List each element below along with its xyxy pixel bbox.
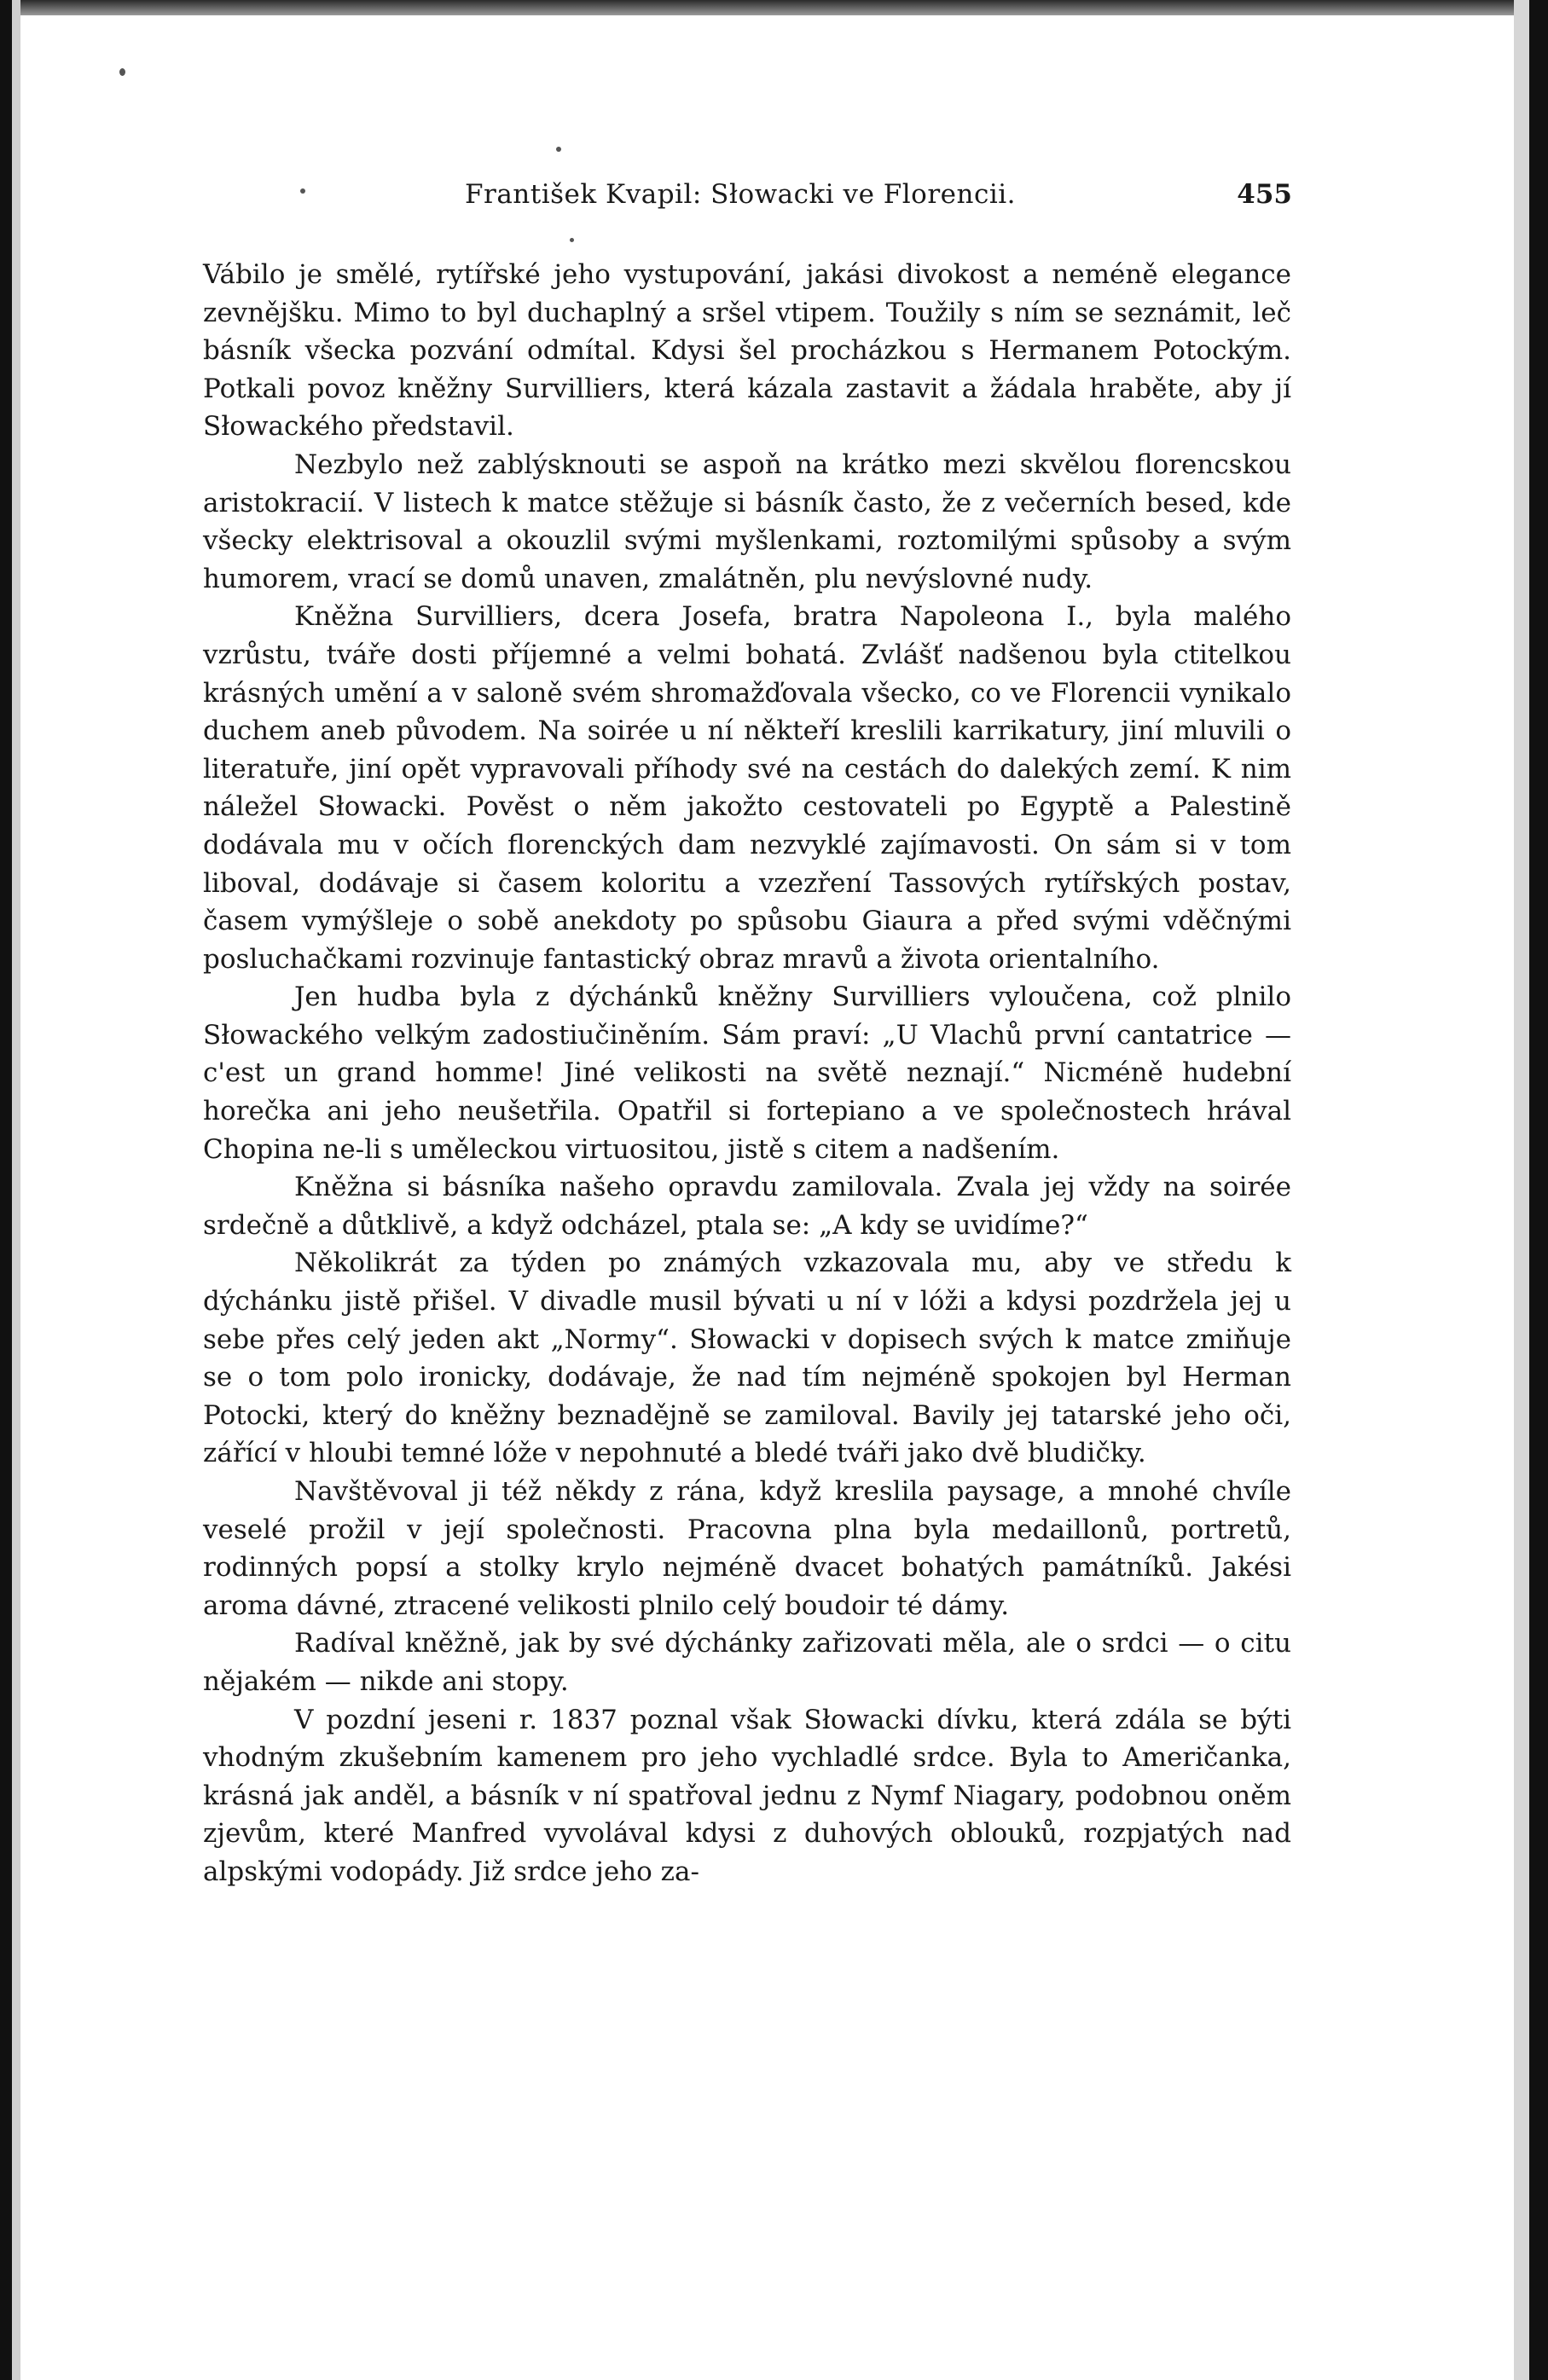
- paragraph: Nezbylo než zablýsknouti se aspoň na krátko mezi skvělou florencskou aristokracií. V listech k matce stěžuje si básník často, že z večerních besed, kde všecky elektrisoval a okouzlil svými myšlenkami, roztomilými spůsoby a svým humorem, vrací se domů unaven, zmalátněn, plu nevýslovné nudy.: [203, 449, 1291, 594]
- scan-edge-right: [1529, 0, 1548, 2380]
- scan-edge-right-shadow: [1514, 0, 1529, 2380]
- paragraph: Jen hudba byla z dýchánků kněžny Survilliers vyloučena, což plnilo Słowackého velkým zadostiučiněním. Sám praví: „U Vlachů první cantatrice — c'est un grand homme! Jiné velikosti na světě neznají.“ Nicméně hudební horečka ani jeho neušetřila. Opatřil si fortepiano a ve společnostech hrával Chopina ne-li s uměleckou virtuositou, jistě s citem a nadšením.: [203, 982, 1291, 1165]
- page-header: [205, 179, 1292, 222]
- paragraph: Několikrát za týden po známých vzkazovala mu, aby ve středu k dýchánku jistě přišel. V divadle musil bývati u ní v lóži a kdysi pozdržela jej u sebe přes celý jeden akt „Normy“. Słowacki v dopisech svých k matce zmiňuje se o tom polo ironicky, dodávaje, že nad tím nejméně spokojen byl Herman Potocki, který do kněžny beznadějně se zamiloval. Bavily jej tatarské jeho oči, zářící v hloubi temné lóže v nepohnuté a bledé tváři jako dvě bludičky.: [203, 1248, 1291, 1469]
- scan-edge-left-shadow: [12, 0, 20, 2380]
- running-head: František Kvapil: Słowacki ve Florencii.: [465, 179, 1017, 210]
- paragraph: V pozdní jeseni r. 1837 poznal však Słowacki dívku, která zdála se býti vhodným zkušebním kamenem pro jeho vychladlé srdce. Byla to Američanka, krásná jak anděl, a básník v ní spatřoval jednu z Nymf Niagary, podobnou oněm zjevům, které Manfred vyvolával kdysi z duhových oblouků, rozpjatých nad alpskými vodopády. Již srdce jeho za-: [203, 1704, 1291, 1887]
- paragraph: Kněžna Survilliers, dcera Josefa, bratra Napoleona I., byla malého vzrůstu, tváře dosti příjemné a velmi bohatá. Zvlášť nadšenou byla ctitelkou krásných umění a v saloně svém shromažďovala všecko, co ve Florencii vynikalo duchem aneb původem. Na soirée u ní někteří kreslili karrikatury, jiní mluvili o literatuře, jiní opět vypravovali příhody své na cestách do dalekých zemí. K nim náležel Słowacki. Pověst o něm jakožto cestovateli po Egyptě a Palestině dodávala mu v očích florenckých dam nezvyklé zajímavosti. On sám si v tom liboval, dodávaje si časem koloritu a vzezření Tassových rytířských postav, časem vymýšleje o sobě anekdoty po spůsobu Giaura a před svými vděčnými posluchačkami rozvinuje fantastický obraz mravů a života orientalního.: [203, 601, 1291, 975]
- page-number: 455: [1237, 179, 1292, 210]
- scan-edge-left: [0, 0, 12, 2380]
- paragraph: Radíval kněžně, jak by své dýchánky zařizovati měla, ale o srdci — o citu nějakém — nikde ani stopy.: [203, 1628, 1291, 1697]
- dust-speck: [119, 68, 125, 76]
- dust-speck: [570, 238, 574, 242]
- body-text: [203, 256, 1291, 1891]
- scan-edge-top: [0, 0, 1548, 15]
- paragraph: Navštěvoval ji též někdy z rána, když kreslila paysage, a mnohé chvíle veselé prožil v její společnosti. Pracovna plna byla medaillonů, portretů, rodinných popsí a stolky krylo nejméně dvacet bohatých památníků. Jakési aroma dávné, ztracené velikosti plnilo celý boudoir té dámy.: [203, 1476, 1291, 1621]
- paragraph: Vábilo je smělé, rytířské jeho vystupování, jakási divokost a neméně elegance zevnějšku. Mimo to byl duchaplný a sršel vtipem. Toužily s ním se seznámit, leč básník všecka pozvání odmítal. Kdysi šel procházkou s Hermanem Potockým. Potkali povoz kněžny Survilliers, která kázala zastavit a žádala hraběte, aby jí Słowackého představil.: [203, 259, 1291, 443]
- paragraph: Kněžna si básníka našeho opravdu zamilovala. Zvala jej vždy na soirée srdečně a důtklivě, a když odcházel, ptala se: „A kdy se uvidíme?“: [203, 1172, 1291, 1241]
- dust-speck: [556, 147, 561, 152]
